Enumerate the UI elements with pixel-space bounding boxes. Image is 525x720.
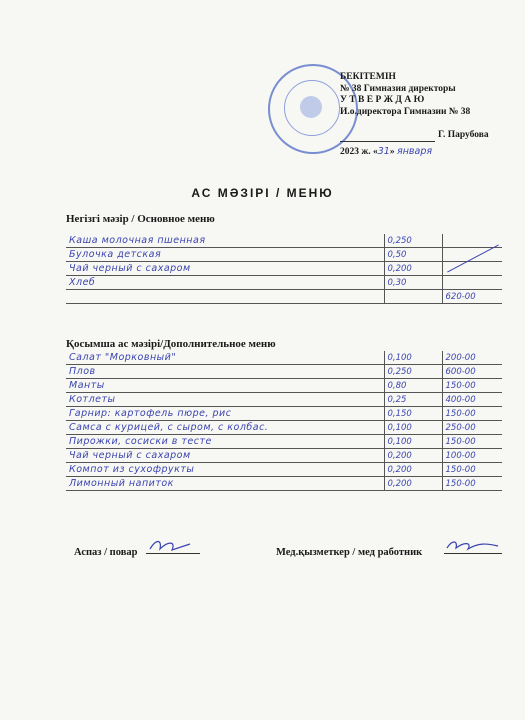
director-kz: № 38 Гимназия директоры — [340, 83, 456, 94]
dish-price: 150-00 — [442, 477, 502, 491]
cook-signature — [146, 537, 200, 554]
dish-price: 200-00 — [442, 351, 502, 365]
main-menu-table — [66, 234, 502, 304]
dish-quantity: 0,30 — [384, 276, 442, 290]
dish-quantity: 0,200 — [384, 477, 442, 491]
dish-name: Самса с курицей, с сыром, с колбас. — [66, 421, 384, 435]
dish-quantity: 0,250 — [384, 365, 442, 379]
dish-price: 600-00 — [442, 365, 502, 379]
menu-row — [66, 435, 502, 449]
dish-price: 150-00 — [442, 435, 502, 449]
date-prefix: 2023 ж. « — [340, 146, 378, 157]
dish-price: 620-00 — [442, 290, 502, 304]
menu-row — [66, 290, 502, 304]
dish-price: 250-00 — [442, 421, 502, 435]
dish-quantity: 0,25 — [384, 393, 442, 407]
dish-name: Каша молочная пшенная — [66, 234, 384, 248]
dish-price: 150-00 — [442, 379, 502, 393]
director-signature-line — [340, 141, 435, 142]
dish-quantity: 0,200 — [384, 449, 442, 463]
menu-row — [66, 351, 502, 365]
dish-name: Манты — [66, 379, 384, 393]
menu-row — [66, 407, 502, 421]
dish-name — [66, 290, 384, 304]
dish-name: Хлеб — [66, 276, 384, 290]
signer-line — [340, 130, 489, 142]
dish-price — [442, 234, 502, 248]
menu-row — [66, 379, 502, 393]
dish-name: Булочка детская — [66, 248, 384, 262]
menu-row — [66, 262, 502, 276]
main-menu-label: Негізгі мәзір / Основное меню — [66, 213, 215, 225]
date-mid: » — [389, 146, 395, 157]
menu-row — [66, 248, 502, 262]
menu-row — [66, 393, 502, 407]
dish-quantity: 0,50 — [384, 248, 442, 262]
menu-row — [66, 365, 502, 379]
med-label: Мед.қызметкер / мед работник — [276, 547, 423, 558]
med-signature — [444, 537, 502, 554]
dish-price: 150-00 — [442, 407, 502, 421]
menu-row — [66, 477, 502, 491]
dish-quantity: 0,200 — [384, 262, 442, 276]
dish-price: 400-00 — [442, 393, 502, 407]
stamp-emblem — [300, 96, 322, 118]
cook-label: Аспаз / повар — [74, 547, 138, 558]
dish-price: 150-00 — [442, 463, 502, 477]
dish-name: Плов — [66, 365, 384, 379]
dish-quantity: 0,100 — [384, 435, 442, 449]
dish-name: Компот из сухофрукты — [66, 463, 384, 477]
approve-ru: У Т В Е Р Ж Д А Ю — [340, 95, 425, 105]
dish-quantity: 0,200 — [384, 463, 442, 477]
menu-row — [66, 234, 502, 248]
dish-name: Салат "Морковный" — [66, 351, 384, 365]
extra-menu-label: Қосымша ас мәзірі/Дополнительное меню — [66, 338, 276, 350]
dish-name: Гарнир: картофель пюре, рис — [66, 407, 384, 421]
dish-quantity: 0,250 — [384, 234, 442, 248]
dish-quantity: 0,100 — [384, 351, 442, 365]
extra-menu-table — [66, 351, 502, 491]
cook-signature-scribble — [146, 537, 200, 553]
approval-block — [340, 72, 489, 158]
menu-row — [66, 421, 502, 435]
approve-kz: БЕКІТЕМІН — [340, 72, 396, 82]
dish-quantity — [384, 290, 442, 304]
dish-price: 100-00 — [442, 449, 502, 463]
approval-date — [340, 146, 489, 159]
menu-row — [66, 276, 502, 290]
signer-name: Г. Парубова — [438, 130, 489, 140]
dish-name: Чай черный с сахаром — [66, 262, 384, 276]
date-month: января — [396, 145, 433, 157]
dish-quantity: 0,150 — [384, 407, 442, 421]
dish-name: Чай черный с сахаром — [66, 449, 384, 463]
dish-name: Котлеты — [66, 393, 384, 407]
menu-row — [66, 463, 502, 477]
med-signature-scribble — [444, 537, 502, 553]
dish-name: Пирожки, сосиски в тесте — [66, 435, 384, 449]
menu-row — [66, 449, 502, 463]
dish-name: Лимонный напиток — [66, 477, 384, 491]
document-title: АС МӘЗІРІ / МЕНЮ — [191, 186, 334, 200]
dish-quantity: 0,80 — [384, 379, 442, 393]
date-day: 31 — [377, 145, 390, 157]
dish-quantity: 0,100 — [384, 421, 442, 435]
director-ru: И.о.директора Гимназии № 38 — [340, 106, 471, 117]
dish-price — [442, 276, 502, 290]
